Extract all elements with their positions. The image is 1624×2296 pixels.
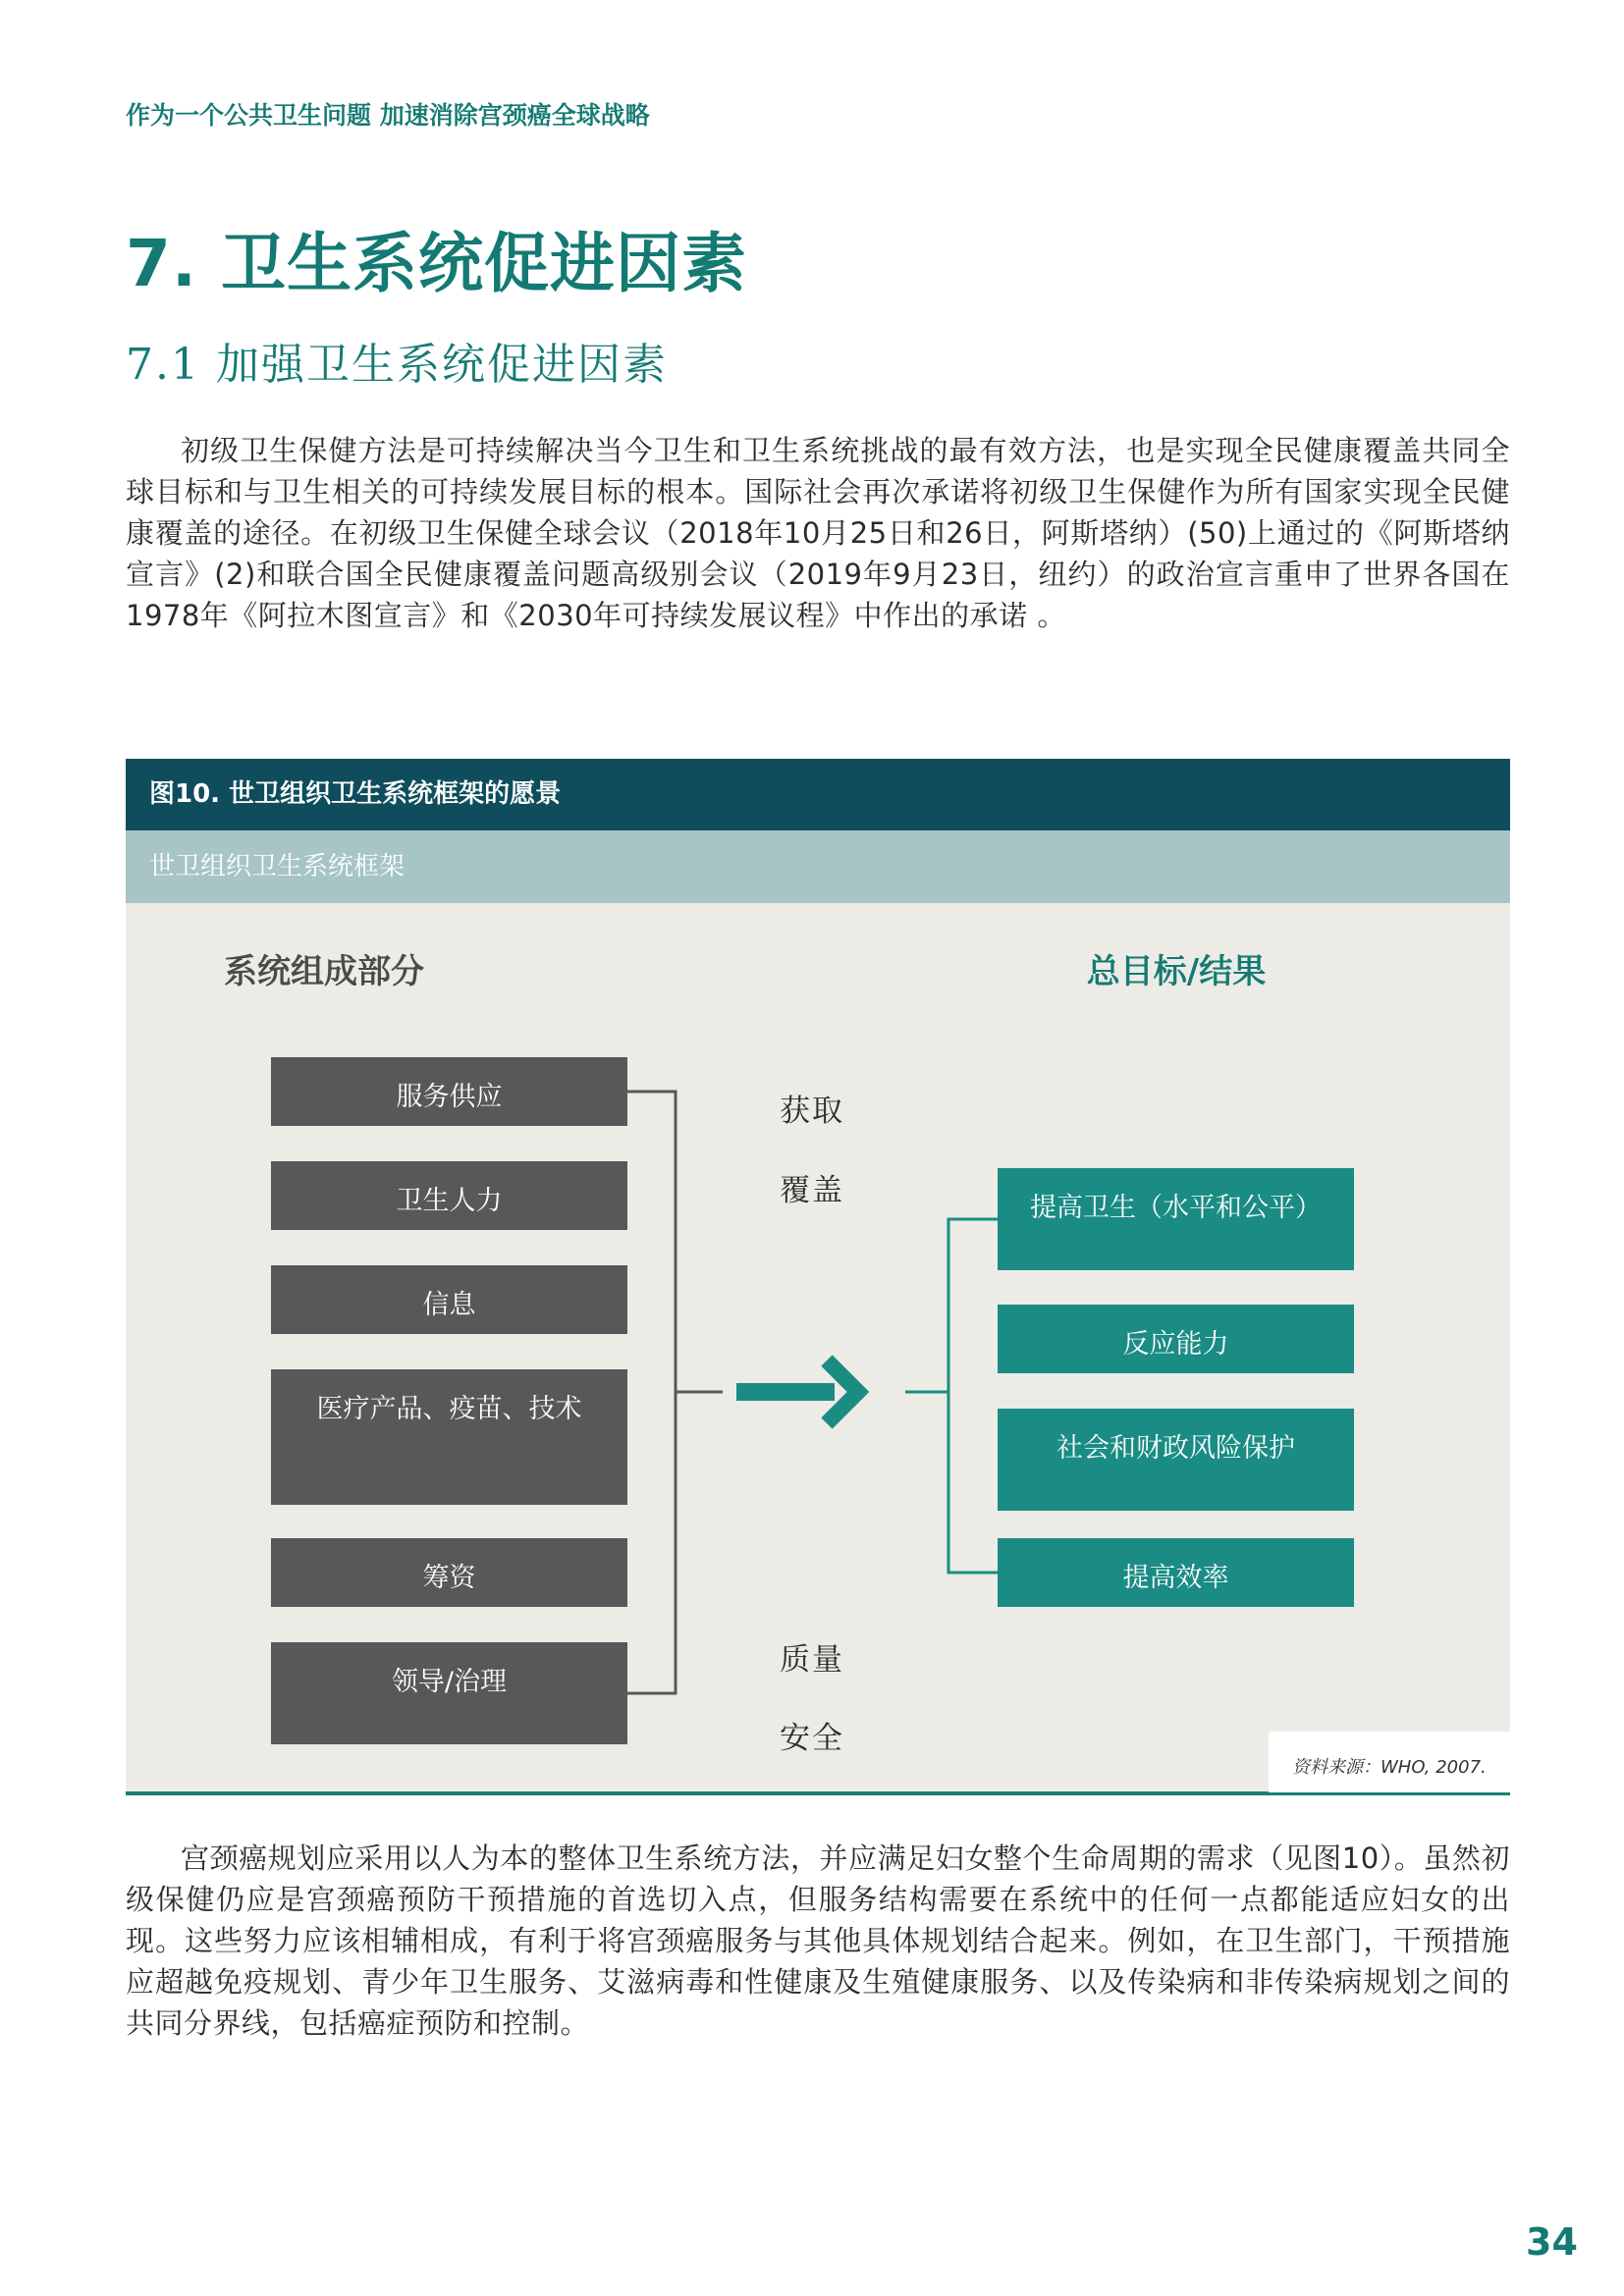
page-number: 34 — [1526, 2220, 1578, 2264]
figure-title-bar: 图10. 世卫组织卫生系统框架的愿景 — [126, 759, 1510, 830]
body-paragraph-1: 初级卫生保健方法是可持续解决当今卫生和卫生系统挑战的最有效方法，也是实现全民健康覆盖共同全球目标和与卫生相关的可持续发展目标的根本。国际社会再次承诺将初级卫生保健作为所有国家实现全民健康覆盖的途径。在初级卫生保健全球会议（2018年10月25日和26日，阿斯塔纳）(50)上通过的《阿斯塔纳宣言》(2)和联合国全民健康覆盖问题高级别会议（2019年9月23日，纽约）的政治宣言重申了世界各国在1978年《阿拉木图宣言》和《2030年可持续发展议程》中作出的承诺 。 — [126, 434, 1510, 632]
label-access: 获取 — [780, 1094, 844, 1129]
label-safety: 安全 — [780, 1721, 844, 1756]
outcome-box-responsiveness: 反应能力 — [998, 1305, 1354, 1373]
section-subtitle: 7.1 加强卫生系统促进因素 — [126, 340, 668, 390]
outcome-box-efficiency: 提高效率 — [998, 1538, 1354, 1607]
figure-subtitle-bar: 世卫组织卫生系统框架 — [126, 830, 1510, 903]
outcome-box-improved-health: 提高卫生（水平和公平） — [998, 1168, 1354, 1270]
left-bracket — [627, 1092, 723, 1693]
outcomes-heading: 总目标/结果 — [1086, 952, 1267, 991]
outcome-box-risk-protection: 社会和财政风险保护 — [998, 1409, 1354, 1511]
component-box-service-delivery: 服务供应 — [271, 1057, 627, 1126]
body-paragraph-2: 宫颈癌规划应采用以人为本的整体卫生系统方法，并应满足妇女整个生命周期的需求（见图10）。虽然初级保健仍应是宫颈癌预防干预措施的首选切入点，但服务结构需要在系统中的任何一点都能适应妇女的出现。这些努力应该相辅相成，有利于将宫颈癌服务与其他具体规划结合起来。例如，在卫生部门，干预措施应超越免疫规划、青少年卫生服务、艾滋病毒和性健康及生殖健康服务、以及传染病和非传染病规划之间的共同分界线，包括癌症预防和控制。 — [126, 1842, 1510, 2040]
component-box-medical-products: 医疗产品、疫苗、技术 — [271, 1369, 627, 1505]
component-box-health-workforce: 卫生人力 — [271, 1161, 627, 1230]
component-box-leadership: 领导/治理 — [271, 1642, 627, 1744]
component-box-financing: 筹资 — [271, 1538, 627, 1607]
right-bracket — [905, 1219, 998, 1573]
component-box-information: 信息 — [271, 1265, 627, 1334]
components-heading: 系统组成部分 — [224, 952, 424, 991]
label-coverage: 覆盖 — [780, 1173, 844, 1208]
running-header: 作为一个公共卫生问题 加速消除宫颈癌全球战略 — [126, 101, 650, 130]
label-quality: 质量 — [780, 1642, 844, 1678]
right-arrow-icon — [736, 1361, 858, 1423]
figure-source: 资料来源：WHO, 2007. — [1269, 1732, 1510, 1792]
section-title: 7. 卫生系统促进因素 — [126, 226, 747, 301]
